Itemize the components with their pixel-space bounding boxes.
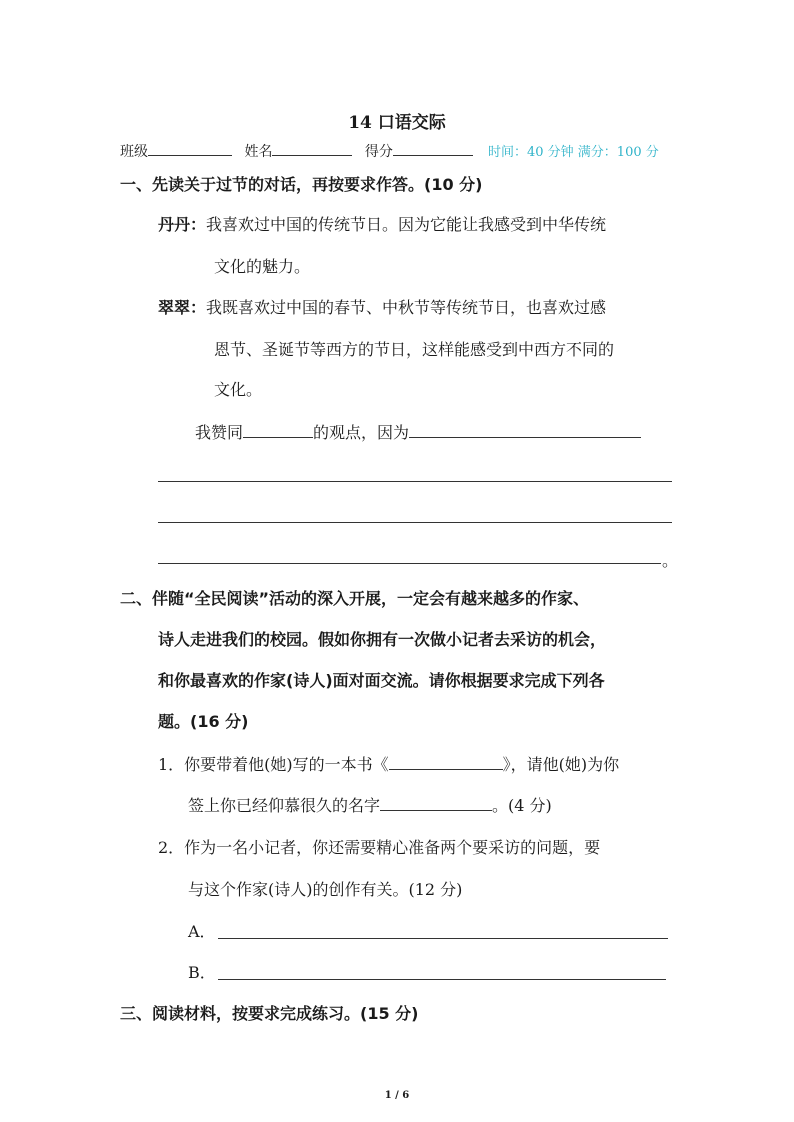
class-blank[interactable] [148,141,232,156]
q1-line1 [158,752,619,775]
section3-heading: 三、阅读材料，按要求完成练习。(15 分) [120,1004,419,1023]
section1-heading: 一、先读关于过节的对话，再按要求作答。(10 分) [120,175,483,194]
reason-blank-4[interactable] [158,563,661,564]
page-number: 1 / 6 [384,1090,410,1101]
class-label: 班级 [120,144,148,160]
section2-heading-line3: 和你最喜欢的作家(诗人)面对面交流。请你根据要求完成下列各 [158,671,605,690]
q1-text-a: 1．你要带着他(她)写的一本书《 [158,755,389,774]
cuicui-line2: 恩节、圣诞节等西方的节日，这样能感受到中西方不同的 [214,340,615,359]
q1-text-d: 。(4 分) [492,796,552,815]
time-score-info: 时间：40 分钟 满分：100 分 [488,145,659,160]
student-info-line [120,141,473,161]
option-b-label: B． [188,963,216,982]
book-title-blank[interactable] [389,753,503,770]
dandan-speaker: 丹丹： [158,215,207,234]
q1-text-c: 签上你已经仰慕很久的名字 [188,796,381,815]
q1-line2 [188,793,552,816]
name-blank[interactable] [272,141,352,156]
name-label: 姓名 [244,144,273,160]
option-a-label: A． [188,922,216,941]
reason-end-mark: 。 [662,551,679,570]
cuicui-speaker: 翠翠： [158,298,207,317]
agree-middle: 的观点，因为 [313,423,410,442]
cuicui-text1: 我既喜欢过中国的春节、中秋节等传统节日，也喜欢过感 [206,298,607,317]
dandan-line1 [158,212,606,235]
reason-blank-3[interactable] [158,522,672,523]
cuicui-line3: 文化。 [214,380,263,399]
cuicui-line1 [158,295,606,318]
page-title: 14 口语交际 [348,113,446,133]
agree-sentence [195,420,641,443]
option-b-blank[interactable] [218,979,666,980]
q2-line2: 与这个作家(诗人)的创作有关。(12 分) [188,880,463,899]
dandan-line2: 文化的魅力。 [214,257,311,276]
option-a-blank[interactable] [218,938,668,939]
q1-text-b: 》，请他(她)为你 [502,755,620,774]
q2-line1: 2．作为一名小记者，你还需要精心准备两个要采访的问题，要 [158,838,601,857]
agree-prefix: 我赞同 [195,423,244,442]
reason-blank-1[interactable] [409,421,641,438]
signature-name-blank[interactable] [380,794,492,811]
section2-heading-line2: 诗人走进我们的校园。假如你拥有一次做小记者去采访的机会， [158,630,607,649]
section2-heading-line4: 题。(16 分) [158,712,249,731]
score-blank[interactable] [393,141,473,156]
section2-heading-line1: 二、伴随“全民阅读”活动的深入开展，一定会有越来越多的作家、 [120,589,590,608]
dandan-text1: 我喜欢过中国的传统节日。因为它能让我感受到中华传统 [206,215,607,234]
agree-name-blank[interactable] [243,421,313,438]
score-label: 得分 [364,144,393,160]
reason-blank-2[interactable] [158,481,672,482]
